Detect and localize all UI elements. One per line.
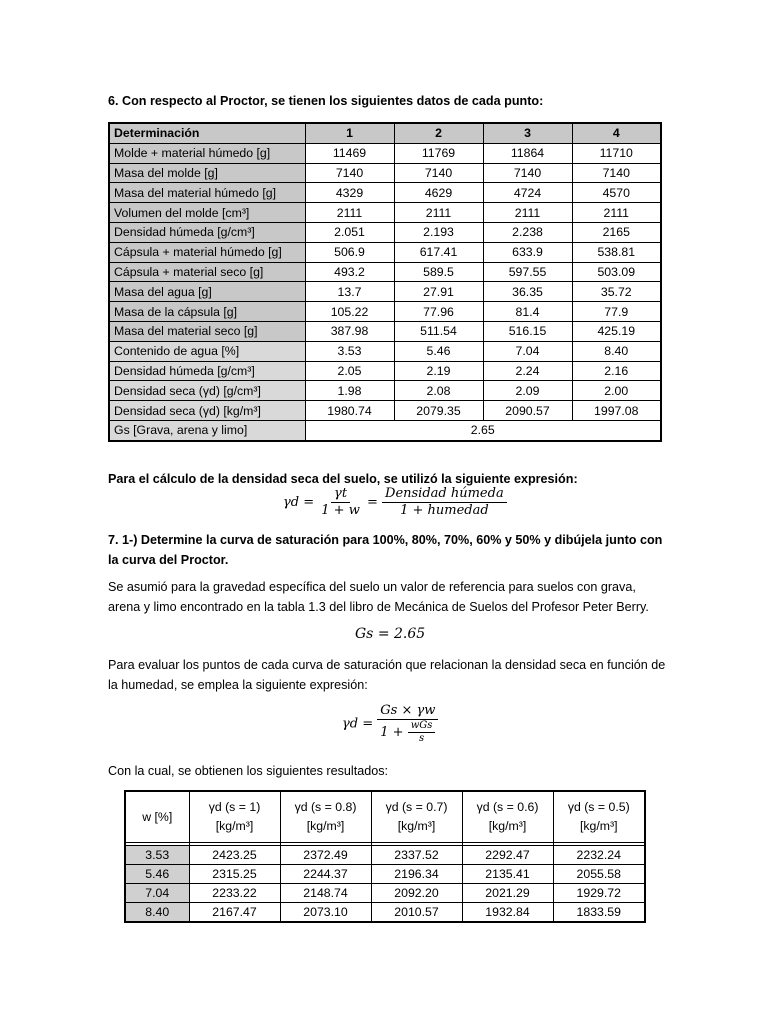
table-cell: 2073.10 [280,903,371,923]
row-label: Masa del agua [g] [109,282,305,302]
table-cell: 7140 [572,163,661,183]
table-cell: 589.5 [394,262,483,282]
moisture-cell: 8.40 [125,903,189,923]
table-cell: 2010.57 [371,903,462,923]
header-cell: 1 [305,123,394,143]
table-cell: 2233.22 [189,884,280,903]
table-cell: 8.40 [572,341,661,361]
header-cell: 4 [572,123,661,143]
table-cell: 2372.49 [280,846,371,865]
row-label: Contenido de agua [%] [109,341,305,361]
table-cell: 2165 [572,222,661,242]
table-cell: 11769 [394,143,483,163]
table-cell: 538.81 [572,242,661,262]
table-cell: 1833.59 [553,903,645,923]
gs-row [109,420,661,440]
table-row [109,222,661,242]
fraction-numerator: Gs × γw [377,703,438,720]
table-cell: 2.16 [572,361,661,381]
table-row [125,903,645,923]
table-cell: 425.19 [572,321,661,341]
table-cell: 503.09 [572,262,661,282]
table-cell: 2.193 [394,222,483,242]
table-cell: 5.46 [394,341,483,361]
header-line-2: [kg/m³] [488,819,527,833]
table-cell: 11864 [483,143,572,163]
table-cell: 1932.84 [462,903,553,923]
table-cell: 493.2 [305,262,394,282]
table-cell: 516.15 [483,321,572,341]
moisture-cell: 7.04 [125,884,189,903]
denominator-prefix: 1 + [380,725,404,740]
row-label: Masa de la cápsula [g] [109,302,305,322]
table-row [109,321,661,341]
fraction [382,486,507,519]
saturation-table [124,790,646,923]
table-cell: 4570 [572,183,661,203]
table-cell: 77.96 [394,302,483,322]
table-cell: 511.54 [394,321,483,341]
header-cell [189,791,280,843]
table-row [109,361,661,381]
table-cell: 2.09 [483,381,572,401]
table-cell: 2423.25 [189,846,280,865]
row-label: Densidad seca (γd) [g/cm³] [109,381,305,401]
header-cell [125,791,189,843]
table-cell: 105.22 [305,302,394,322]
moisture-cell: 3.53 [125,846,189,865]
table-row [109,242,661,262]
table-cell: 4629 [394,183,483,203]
formula-saturation [342,703,438,745]
gs-value: 2.65 [305,420,661,440]
row-label: Masa del material seco [g] [109,321,305,341]
table-cell: 2.08 [394,381,483,401]
header-line-1: γd (s = 1) [208,800,261,814]
table-cell: 2.051 [305,222,394,242]
table-row [125,846,645,865]
table-row [109,302,661,322]
table-row [109,203,661,223]
header-line-2: [kg/m³] [215,819,254,833]
header-line-2: [kg/m³] [579,819,618,833]
q6-heading: 6. Con respecto al Proctor, se tienen los siguientes datos de cada punto: [108,94,544,108]
table-header-row [109,123,661,143]
header-cell: Determinación [109,123,305,143]
row-label: Molde + material húmedo [g] [109,143,305,163]
table-cell: 1980.74 [305,401,394,421]
fraction-numerator: Densidad húmeda [382,486,507,503]
table-row [109,341,661,361]
header-line-2: [kg/m³] [306,819,345,833]
formula-lhs: γd = [283,495,315,510]
table-cell: 27.91 [394,282,483,302]
row-label: Volumen del molde [cm³] [109,203,305,223]
table-cell: 3.53 [305,341,394,361]
table-cell: 36.35 [483,282,572,302]
row-label: Densidad seca (γd) [kg/m³] [109,401,305,421]
q7-heading: 7. 1-) Determine la curva de saturación para 100%, 80%, 70%, 60% y 50% y dibújela junto con la curva del Proctor. [108,533,663,567]
table-row [109,381,661,401]
table-cell: 11469 [305,143,394,163]
table-cell: 2111 [483,203,572,223]
table-cell: 13.7 [305,282,394,302]
table-cell: 2135.41 [462,865,553,884]
header-cell [462,791,553,843]
table-cell: 81.4 [483,302,572,322]
row-label: Masa del molde [g] [109,163,305,183]
table-cell: 2148.74 [280,884,371,903]
table-cell: 2167.47 [189,903,280,923]
table-cell: 4724 [483,183,572,203]
table-cell: 597.55 [483,262,572,282]
table-cell: 7140 [305,163,394,183]
table-cell: 2315.25 [189,865,280,884]
table-cell: 7.04 [483,341,572,361]
table-cell: 2196.34 [371,865,462,884]
gs-formula: Gs = 2.65 [355,626,426,642]
table-cell: 7140 [394,163,483,183]
table-header-row [125,791,645,843]
table-cell: 2.05 [305,361,394,381]
header-cell [371,791,462,843]
fraction [377,703,438,745]
results-intro: Con la cual, se obtienen los siguientes resultados: [108,764,389,778]
header-line-1: γd (s = 0.8) [294,800,357,814]
table-cell: 2.24 [483,361,572,381]
fraction-denominator: s [418,733,425,744]
table-row [109,143,661,163]
table-cell: 11710 [572,143,661,163]
row-label: Cápsula + material húmedo [g] [109,242,305,262]
table-cell: 2055.58 [553,865,645,884]
table-cell: 2244.37 [280,865,371,884]
proctor-table [108,122,662,442]
table-cell: 2092.20 [371,884,462,903]
table-cell: 1997.08 [572,401,661,421]
fraction-numerator: γt [331,486,350,503]
fraction [318,486,363,519]
gs-paragraph: Se asumió para la gravedad específica del suelo un valor de referencia para suelos con grava, arena y limo encontrado en la tabla 1.3 del libro de Mecánica de Suelos del Profesor Peter Berry. [108,580,649,614]
table-cell: 1.98 [305,381,394,401]
table-cell: 2111 [305,203,394,223]
formula-dry-density [283,486,507,519]
fraction-denominator: 1 + humedad [400,503,489,518]
table-cell: 2079.35 [394,401,483,421]
header-line-1: γd (s = 0.7) [385,800,448,814]
table-row [109,282,661,302]
header-cell: 3 [483,123,572,143]
table-cell: 2.19 [394,361,483,381]
row-label: Densidad húmeda [g/cm³] [109,222,305,242]
fraction-denominator [377,720,438,745]
formula-equals: = [366,495,378,510]
table-cell: 617.41 [394,242,483,262]
row-label: Densidad húmeda [g/cm³] [109,361,305,381]
header-line-1: γd (s = 0.6) [476,800,539,814]
table-cell: 35.72 [572,282,661,302]
table-cell: 2021.29 [462,884,553,903]
table-cell: 2232.24 [553,846,645,865]
header-line-1: w [%] [142,809,173,824]
nested-fraction [408,720,436,745]
table-cell: 77.9 [572,302,661,322]
table-cell: 387.98 [305,321,394,341]
table-row [109,401,661,421]
table-row [125,884,645,903]
header-line-1: γd (s = 0.5) [567,800,630,814]
header-cell [280,791,371,843]
table-cell: 2111 [394,203,483,223]
fraction-denominator: 1 + w [321,503,360,518]
table-cell: 1929.72 [553,884,645,903]
table-cell: 2292.47 [462,846,553,865]
table-cell: 7140 [483,163,572,183]
table-cell: 506.9 [305,242,394,262]
table-row [109,163,661,183]
moisture-cell: 5.46 [125,865,189,884]
formula-lhs: γd = [342,716,374,732]
table-row [109,262,661,282]
table-cell: 2337.52 [371,846,462,865]
gs-label: Gs [Grava, arena y limo] [109,420,305,440]
table-cell: 2.00 [572,381,661,401]
table-cell: 2090.57 [483,401,572,421]
table-cell: 4329 [305,183,394,203]
header-cell: 2 [394,123,483,143]
header-cell [553,791,645,843]
table-row [125,865,645,884]
fraction-numerator: wGs [408,720,436,733]
row-label: Cápsula + material seco [g] [109,262,305,282]
header-line-2: [kg/m³] [397,819,436,833]
table-cell: 633.9 [483,242,572,262]
table-cell: 2.238 [483,222,572,242]
table-cell: 2111 [572,203,661,223]
table-row [109,183,661,203]
saturation-intro: Para evaluar los puntos de cada curva de saturación que relacionan la densidad seca en función de la humedad, se emplea la siguiente expresión: [108,658,666,692]
row-label: Masa del material húmedo [g] [109,183,305,203]
dry-density-intro: Para el cálculo de la densidad seca del suelo, se utilizó la siguiente expresión: [108,472,578,486]
